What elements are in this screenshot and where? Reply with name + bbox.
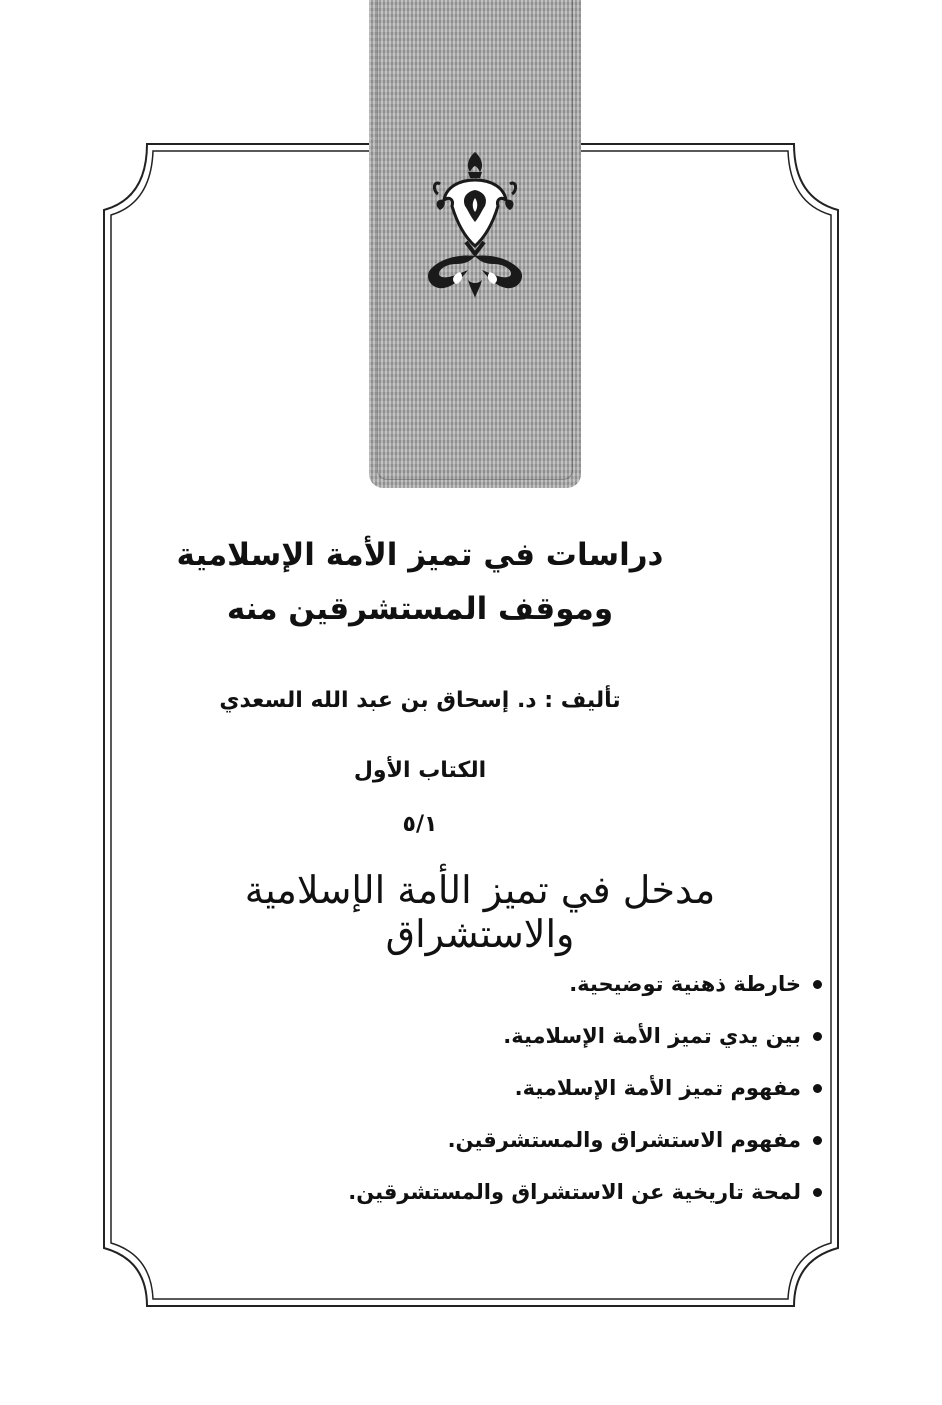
title-line-2: وموقف المستشرقين منه [226,591,614,627]
list-item-text: لمحة تاريخية عن الاستشراق والمستشرقين. [348,1180,801,1204]
bullet-icon [813,1032,822,1041]
list-item [302,1062,822,1114]
list-item-text: بين يدي تميز الأمة الإسلامية. [503,1024,801,1048]
list-item [302,958,822,1010]
contents-list [302,958,822,1218]
floral-ornament-icon [410,150,540,300]
volume-number: ٥/١ [402,812,438,837]
book-subtitle: مدخل في تميز الأمة الإسلامية والاستشراق [244,868,716,956]
list-item [302,1114,822,1166]
list-item [302,1166,822,1218]
book-title [150,528,690,636]
bullet-icon [813,980,822,989]
author-line: تأليف : د. إسحاق بن عبد الله السعدي [219,688,621,713]
book-number-label: الكتاب الأول [353,758,487,783]
bullet-icon [813,1136,822,1145]
list-item-text: مفهوم تميز الأمة الإسلامية. [514,1076,801,1100]
list-item [302,1010,822,1062]
list-item-text: مفهوم الاستشراق والمستشرقين. [447,1128,801,1152]
list-item-text: خارطة ذهنية توضيحية. [569,972,801,996]
bullet-icon [813,1084,822,1093]
title-line-1: دراسات في تميز الأمة الإسلامية [176,537,664,573]
bullet-icon [813,1188,822,1197]
